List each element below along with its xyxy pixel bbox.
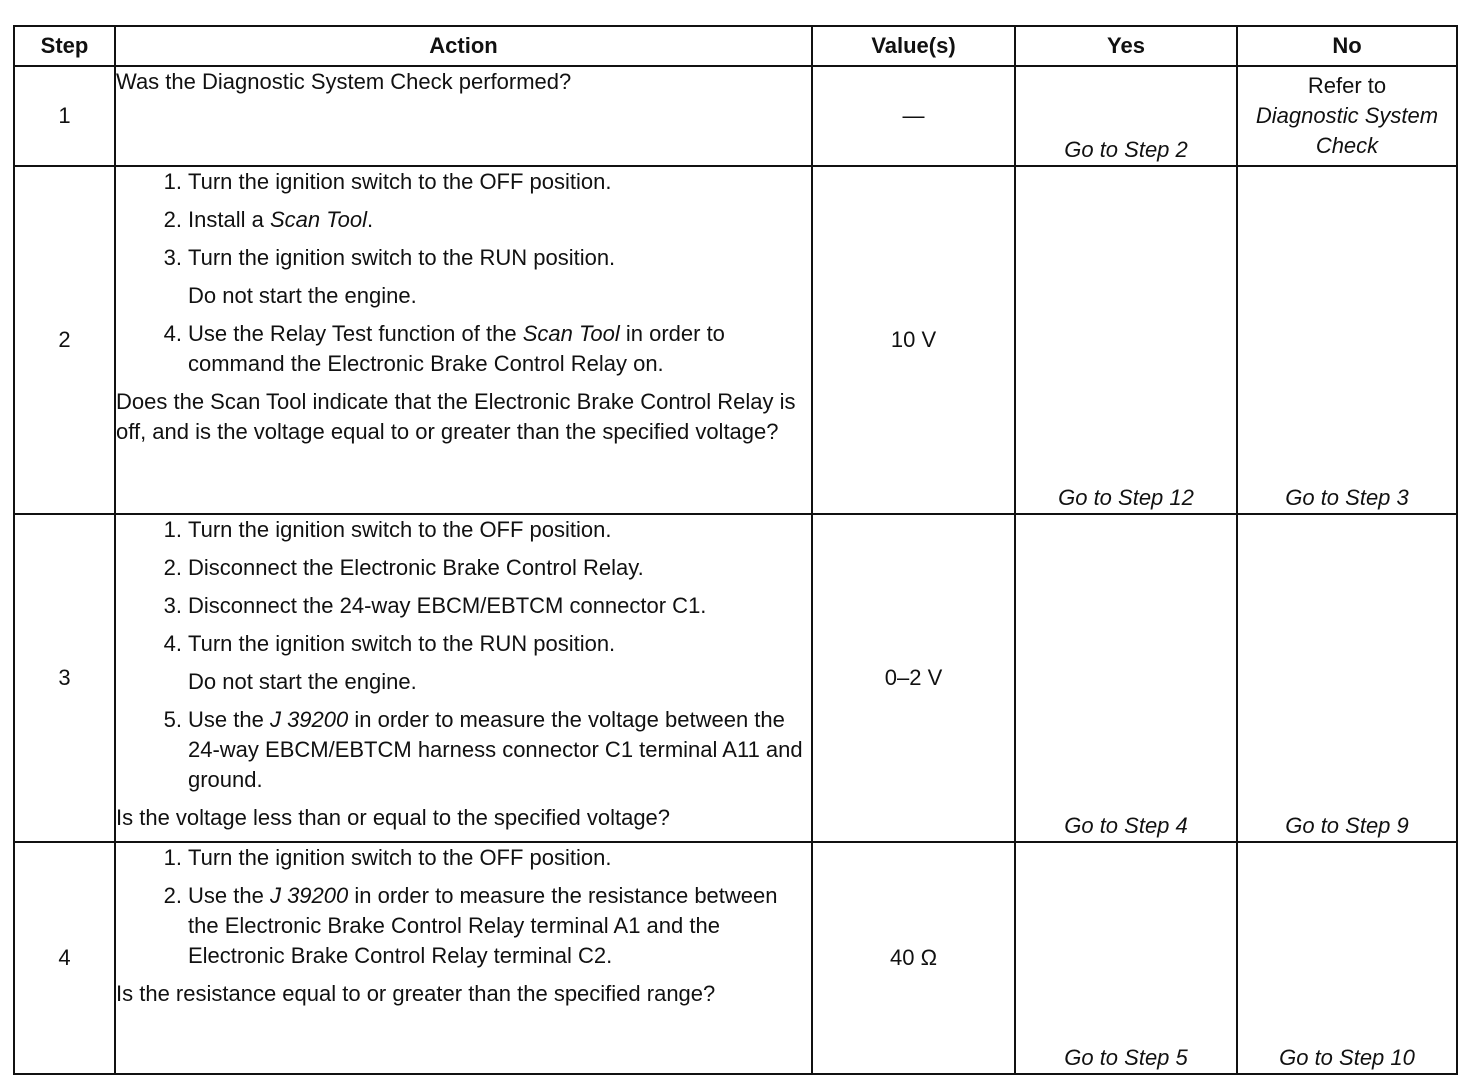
step-number: 1 — [14, 66, 115, 166]
item-text-post: in order to command the Electronic Brake Control Relay on. — [188, 321, 725, 376]
item-text-post: . — [367, 207, 374, 232]
item-text-italic: J 39200 — [269, 883, 349, 908]
step-number: 3 — [14, 514, 115, 842]
table-row — [14, 166, 1457, 514]
item-text-italic: J 39200 — [269, 707, 349, 732]
action-cell — [115, 66, 812, 166]
item-number: 2. — [163, 555, 182, 580]
value-cell: 10 V — [812, 166, 1015, 514]
diagnostic-table — [13, 25, 1458, 1075]
item-number: 2. — [163, 883, 182, 908]
item-text-pre: Use the Relay Test function of the — [188, 321, 517, 346]
item-text: Turn the ignition switch to the RUN position. — [188, 631, 616, 656]
yes-cell[interactable]: Go to Step 12 — [1015, 166, 1237, 514]
item-text: Turn the ignition switch to the OFF position. — [188, 169, 612, 194]
item-text-pre: Use the — [188, 883, 264, 908]
item-number: 1. — [163, 169, 182, 194]
no-cell[interactable] — [1237, 66, 1457, 166]
header-action: Action — [115, 26, 812, 66]
header-yes: Yes — [1015, 26, 1237, 66]
header-values: Value(s) — [812, 26, 1015, 66]
no-cell[interactable]: Go to Step 10 — [1237, 842, 1457, 1074]
value-cell: — — [812, 66, 1015, 166]
table-row — [14, 514, 1457, 842]
question-text: Is the voltage less than or equal to the specified voltage? — [116, 805, 671, 830]
action-list — [116, 515, 811, 795]
table-row — [14, 842, 1457, 1074]
list-item — [152, 881, 811, 971]
action-cell — [115, 842, 812, 1074]
item-text: Turn the ignition switch to the OFF position. — [188, 517, 612, 542]
action-list — [116, 167, 811, 379]
item-text-post: in order to measure the resistance between the Electronic Brake Control Relay terminal A1 and the Electronic Brake Control Relay terminal C2. — [188, 883, 778, 968]
item-text-italic: Scan Tool — [269, 207, 367, 232]
item-subtext: Do not start the engine. — [188, 283, 417, 308]
item-number: 4. — [163, 321, 182, 346]
list-item — [152, 553, 811, 583]
no-cell[interactable]: Go to Step 9 — [1237, 514, 1457, 842]
list-item — [152, 843, 811, 873]
list-item — [152, 705, 811, 795]
question-text: Does the Scan Tool indicate that the Electronic Brake Control Relay is off, and is the voltage equal to or greater than the specified voltage? — [116, 389, 796, 444]
item-number: 2. — [163, 207, 182, 232]
no-cell[interactable]: Go to Step 3 — [1237, 166, 1457, 514]
question-text: Was the Diagnostic System Check performed? — [116, 69, 572, 94]
item-text-italic: Scan Tool — [522, 321, 620, 346]
step-number: 2 — [14, 166, 115, 514]
item-text: Disconnect the 24-way EBCM/EBTCM connector C1. — [188, 593, 707, 618]
list-item — [152, 629, 811, 697]
no-link[interactable]: Diagnostic System Check — [1255, 103, 1439, 158]
value-cell: 40 Ω — [812, 842, 1015, 1074]
action-list — [116, 843, 811, 971]
yes-cell[interactable]: Go to Step 2 — [1015, 66, 1237, 166]
item-text-post: in order to measure the voltage between the 24-way EBCM/EBTCM harness connector C1 terminal A11 and ground. — [188, 707, 803, 792]
list-item — [152, 319, 811, 379]
action-cell — [115, 514, 812, 842]
question-text: Is the resistance equal to or greater than the specified range? — [116, 981, 716, 1006]
item-text: Turn the ignition switch to the OFF position. — [188, 845, 612, 870]
item-subtext: Do not start the engine. — [188, 669, 417, 694]
list-item — [152, 205, 811, 235]
list-item — [152, 243, 811, 311]
item-number: 1. — [163, 845, 182, 870]
list-item — [152, 515, 811, 545]
yes-cell[interactable]: Go to Step 5 — [1015, 842, 1237, 1074]
item-text-pre: Use the — [188, 707, 264, 732]
item-number: 3. — [163, 593, 182, 618]
header-no: No — [1237, 26, 1457, 66]
header-step: Step — [14, 26, 115, 66]
item-number: 5. — [163, 707, 182, 732]
step-number: 4 — [14, 842, 115, 1074]
item-text: Turn the ignition switch to the RUN position. — [188, 245, 616, 270]
item-number: 4. — [163, 631, 182, 656]
item-number: 1. — [163, 517, 182, 542]
list-item — [152, 591, 811, 621]
action-cell — [115, 166, 812, 514]
no-prefix: Refer to — [1307, 73, 1387, 98]
yes-cell[interactable]: Go to Step 4 — [1015, 514, 1237, 842]
header-row — [14, 26, 1457, 66]
item-text-pre: Install a — [188, 207, 264, 232]
list-item — [152, 167, 811, 197]
item-number: 3. — [163, 245, 182, 270]
item-text: Disconnect the Electronic Brake Control Relay. — [188, 555, 644, 580]
table-row — [14, 66, 1457, 166]
value-cell: 0–2 V — [812, 514, 1015, 842]
